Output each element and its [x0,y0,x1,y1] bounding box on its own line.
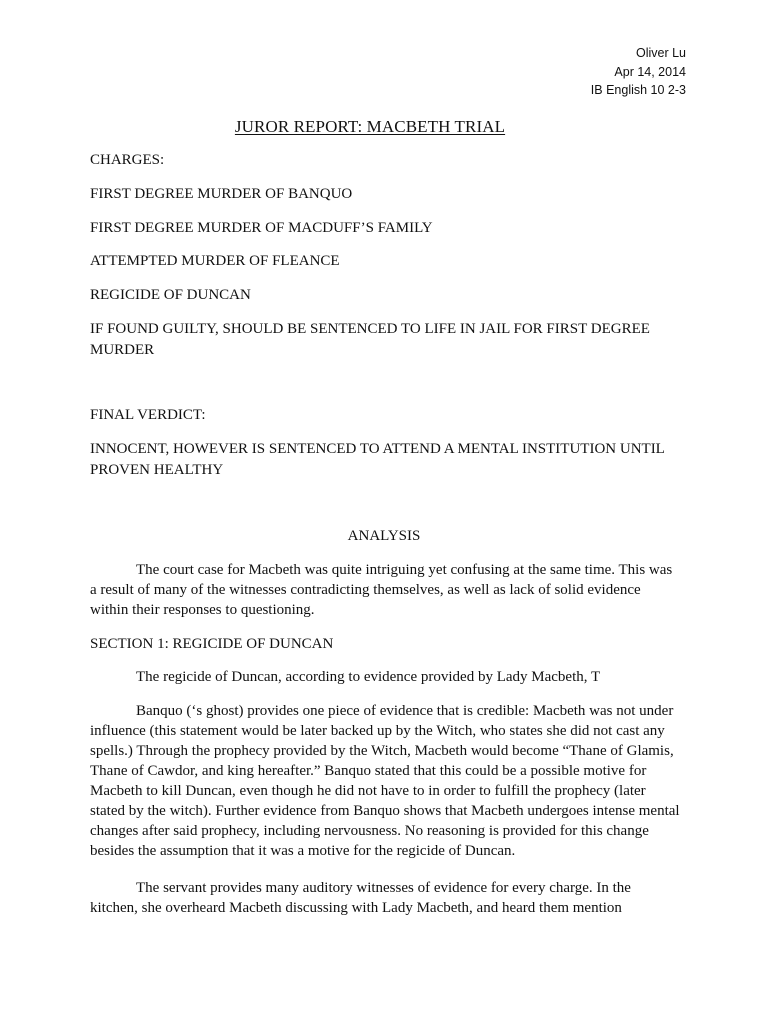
analysis-heading: ANALYSIS [347,528,421,544]
verdict-heading: FINAL VERDICT: [90,407,206,423]
charge-item: REGICIDE OF DUNCAN [90,287,251,303]
author-name: Oliver Lu [635,46,686,60]
report-date: Apr 14, 2014 [614,64,686,79]
sentence-text-line1: IF FOUND GUILTY, SHOULD BE SENTENCED TO LIFE IN JAIL FOR FIRST DEGREE [90,321,650,337]
analysis-intro-paragraph: The court case for Macbeth was quite intriguing yet confusing at the same time. This was a result of many of the witnesses contradicting themselves, as well as lack of solid evidence within their responses to questioning. [90,562,673,618]
course-name: IB English 10 2-3 [590,83,686,97]
body-paragraph: The servant provides many auditory witnesses of evidence for every charge. In the kitchen, she overheard Macbeth discussing with Lady Macbeth, and heard them mention [90,880,631,916]
charge-item: ATTEMPTED MURDER OF FLEANCE [90,253,340,269]
body-paragraph: Banquo (‘s ghost) provides one piece of evidence that is credible: Macbeth was not under influence (this statement would be later backed up by the Witch, who states she did not cast any spells.) Through the prophecy provided by the Witch, Macbeth would become “Thane of Glamis, Thane of Cawdor, and king hereafter.” Banquo stated that this could be a possible motive for Macbeth to kill Duncan, even though he did not have to in order to fulfill the prophecy (later stated by the witch). Further evidence from Banquo shows that Macbeth undergoes intense mental changes after said prophecy, including nervousness. No reasoning is provided for this change besides the assumption that it was a motive for the regicide of Duncan. [90,703,680,859]
body-paragraph: The regicide of Duncan, according to evidence provided by Lady Macbeth, T [136,669,601,685]
sentence-text-line2: MURDER [90,342,155,358]
author-header [591,44,686,100]
charges-heading: CHARGES: [90,152,165,168]
document-title: JUROR REPORT: MACBETH TRIAL [234,117,506,136]
verdict-text-line2: PROVEN HEALTHY [90,462,224,478]
verdict-text-line1: INNOCENT, HOWEVER IS SENTENCED TO ATTEND A MENTAL INSTITUTION UNTIL [90,441,665,457]
section-heading: SECTION 1: REGICIDE OF DUNCAN [90,636,334,652]
charge-item: FIRST DEGREE MURDER OF MACDUFF’S FAMILY [90,220,433,236]
charge-item: FIRST DEGREE MURDER OF BANQUO [90,186,353,202]
